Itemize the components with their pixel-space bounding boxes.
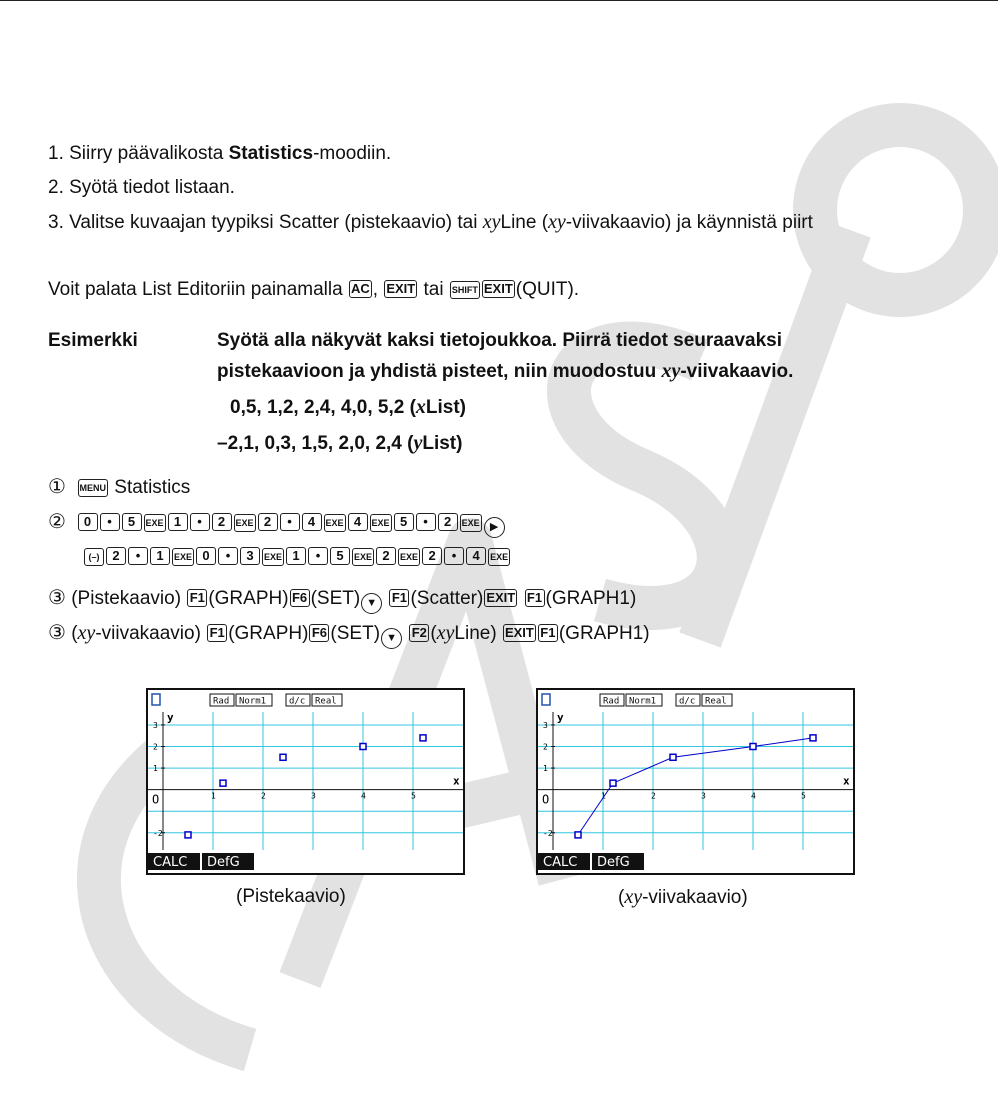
step-3-prefix: 3. Valitse kuvaajan tyypiksi Scatter (pistekaavio) tai xyxy=(48,212,483,233)
f1-key-icon: F1 xyxy=(187,589,207,607)
exe-key-icon: EXE xyxy=(234,514,256,532)
example-line-2-xy: xy xyxy=(661,360,681,382)
key-2-icon: 2 xyxy=(258,513,278,531)
exe-key-icon: EXE xyxy=(324,514,346,532)
exe-key-icon: EXE xyxy=(172,548,194,566)
xyline-caption-rest: -viivakaavio) xyxy=(642,887,748,908)
data-point xyxy=(575,832,581,838)
proc-set: (SET) xyxy=(330,623,381,644)
battery-icon xyxy=(152,694,160,705)
x-axis-label: x xyxy=(453,774,460,788)
exit-key-icon: EXIT xyxy=(486,590,516,605)
key-2-icon: 2 xyxy=(422,547,442,565)
step-number-3: ③ xyxy=(48,587,66,609)
xyline-plot xyxy=(538,690,853,873)
scatter-plot xyxy=(148,690,463,873)
xlist-var: x xyxy=(415,396,426,418)
example-xlist xyxy=(230,396,466,419)
key-4-icon: 4 xyxy=(466,547,486,565)
ac-key-icon: AC xyxy=(350,281,370,296)
key-5-icon: 5 xyxy=(330,547,350,565)
proc-graph1: (GRAPH1) xyxy=(558,623,650,644)
xlist-values: 0,5, 1,2, 2,4, 4,0, 5,2 ( xyxy=(230,397,416,418)
example-label: Esimerkki xyxy=(48,330,138,351)
battery-icon xyxy=(542,694,550,705)
softkey-label: DefG xyxy=(207,855,240,870)
xyline-caption-open: ( xyxy=(618,887,625,908)
f1-key-icon: F1 xyxy=(207,624,227,642)
ylist-label: List) xyxy=(422,433,463,454)
step-1-mode: Statistics xyxy=(228,143,314,164)
step-3 xyxy=(48,211,813,234)
data-point xyxy=(185,832,191,838)
x-tick-label: 1 xyxy=(601,791,606,801)
proc-xyline-rest: Line) xyxy=(454,623,497,644)
proc-graph1: (GRAPH1) xyxy=(545,588,637,609)
y-tick-label: 3 xyxy=(543,720,548,730)
status-indicator: Rad xyxy=(213,696,230,707)
exe-key-icon: EXE xyxy=(488,548,510,566)
x-tick-label: 5 xyxy=(411,791,416,801)
data-point xyxy=(810,735,816,741)
proc-xy-open: ( xyxy=(71,623,78,644)
f2-key-icon: F2 xyxy=(409,624,429,642)
exit-key-icon: EXIT xyxy=(386,281,416,296)
exe-key-icon: EXE xyxy=(262,548,284,566)
proc-graph: (GRAPH) xyxy=(208,588,289,609)
x-tick-label: 1 xyxy=(211,791,216,801)
down-arrow-key-icon: ▼ xyxy=(361,593,382,614)
x-tick-label: 4 xyxy=(751,791,756,801)
data-point xyxy=(220,780,226,786)
x-tick-label: 3 xyxy=(311,791,316,801)
exe-key-icon: EXE xyxy=(352,548,374,566)
x-tick-label: 5 xyxy=(801,791,806,801)
y-axis-label: y xyxy=(167,711,174,724)
proc-scatter: (Scatter) xyxy=(410,588,484,609)
step-1 xyxy=(48,143,391,165)
return-quit: (QUIT). xyxy=(515,279,580,300)
origin-label: O xyxy=(152,792,160,807)
step-3-xy-b: xy xyxy=(548,211,566,233)
step-3-mid: Line ( xyxy=(500,212,549,233)
status-indicator: d/c xyxy=(289,696,306,707)
step-2: 2. Syötä tiedot listaan. xyxy=(48,177,235,198)
example-line-1: Syötä alla näkyvät kaksi tietojoukkoa. Piirrä tiedot seuraavaksi xyxy=(217,330,782,351)
key-1-icon: 1 xyxy=(150,547,170,565)
return-tai: tai xyxy=(423,279,444,300)
status-indicator: Norm1 xyxy=(239,696,267,707)
data-point xyxy=(280,754,286,760)
dot-key-icon: • xyxy=(416,513,436,531)
status-indicator: Norm1 xyxy=(629,696,657,707)
f6-key-icon: F6 xyxy=(309,624,329,642)
proc-step-3-xyline xyxy=(48,622,650,649)
proc-step-2a xyxy=(48,511,506,538)
data-point xyxy=(750,744,756,750)
key-2-icon: 2 xyxy=(438,513,458,531)
step-number-3: ③ xyxy=(48,622,66,644)
f1-key-icon: F1 xyxy=(389,589,409,607)
key-1-icon: 1 xyxy=(168,513,188,531)
right-arrow-key-icon: ▶ xyxy=(484,517,505,538)
return-prefix: Voit palata List Editoriin painamalla xyxy=(48,279,348,300)
y-tick-label: 1 xyxy=(543,764,548,774)
proc-step-2b xyxy=(83,546,511,568)
xyline-caption-var: xy xyxy=(624,886,643,908)
scatter-screen xyxy=(146,688,465,875)
status-indicator: Real xyxy=(705,696,727,707)
y-tick-label: -2 xyxy=(543,828,553,838)
xyline-screen xyxy=(536,688,855,875)
f6-key-icon: F6 xyxy=(290,589,310,607)
ylist-var: y xyxy=(413,432,423,454)
softkey-label: CALC xyxy=(153,855,188,870)
y-tick-label: -2 xyxy=(153,828,163,838)
key-0-icon: 0 xyxy=(78,513,98,531)
status-indicator: Real xyxy=(315,696,337,707)
example-line-2 xyxy=(217,360,793,383)
proc-statistics: Statistics xyxy=(114,477,191,498)
x-axis-label: x xyxy=(843,774,850,788)
x-tick-label: 2 xyxy=(261,791,266,801)
dot-key-icon: • xyxy=(128,547,148,565)
proc-graph: (GRAPH) xyxy=(228,623,309,644)
x-tick-label: 4 xyxy=(361,791,366,801)
return-comma: , xyxy=(372,279,379,300)
step-1-prefix: 1. Siirry päävalikosta xyxy=(48,143,229,164)
status-indicator: Rad xyxy=(603,696,620,707)
dot-key-icon: • xyxy=(218,547,238,565)
data-point xyxy=(670,754,676,760)
exe-key-icon: EXE xyxy=(144,514,166,532)
key-3-icon: 3 xyxy=(240,547,260,565)
proc-xyline-var: xy xyxy=(436,622,455,644)
exit-key-icon: EXIT xyxy=(504,625,534,640)
origin-label: O xyxy=(542,792,550,807)
key-2-icon: 2 xyxy=(212,513,232,531)
key-5-icon: 5 xyxy=(122,513,142,531)
dot-key-icon: • xyxy=(444,547,464,565)
data-point xyxy=(420,735,426,741)
exe-key-icon: EXE xyxy=(460,514,482,532)
x-tick-label: 3 xyxy=(701,791,706,801)
step-1-suffix: -moodiin. xyxy=(313,143,392,164)
key-2-icon: 2 xyxy=(106,547,126,565)
key-0-icon: 0 xyxy=(196,547,216,565)
key-4-icon: 4 xyxy=(348,513,368,531)
example-line-2-suffix: -viivakaavio. xyxy=(680,361,794,382)
proc-xy-var: xy xyxy=(77,622,96,644)
exe-key-icon: EXE xyxy=(370,514,392,532)
proc-step-3-scatter xyxy=(48,587,636,614)
f1-key-icon: F1 xyxy=(525,589,545,607)
proc-xyline-open: ( xyxy=(430,623,437,644)
key-5-icon: 5 xyxy=(394,513,414,531)
key-4-icon: 4 xyxy=(302,513,322,531)
proc-set: (SET) xyxy=(310,588,361,609)
xlist-label: List) xyxy=(425,397,467,418)
negative-key-icon: (–) xyxy=(84,548,104,566)
example-ylist xyxy=(217,432,462,455)
y-tick-label: 3 xyxy=(153,720,158,730)
top-rule xyxy=(0,0,998,1)
f1-key-icon: F1 xyxy=(538,624,558,642)
key-1-icon: 1 xyxy=(286,547,306,565)
step-3-suffix: -viivakaavio) ja käynnistä piirt xyxy=(565,212,813,233)
exe-key-icon: EXE xyxy=(398,548,420,566)
y-tick-label: 1 xyxy=(153,764,158,774)
data-point xyxy=(610,780,616,786)
return-instruction xyxy=(48,279,579,301)
example-line-2-prefix: pistekaavioon ja yhdistä pisteet, niin muodostuu xyxy=(217,361,662,382)
softkey-label: DefG xyxy=(597,855,630,870)
dot-key-icon: • xyxy=(280,513,300,531)
scatter-caption: (Pistekaavio) xyxy=(236,886,346,907)
y-tick-label: 2 xyxy=(543,742,548,752)
step-number-1: ① xyxy=(48,476,66,498)
dot-key-icon: • xyxy=(308,547,328,565)
key-2-icon: 2 xyxy=(376,547,396,565)
ylist-values: –2,1, 0,3, 1,5, 2,0, 2,4 ( xyxy=(217,433,414,454)
exit-key-icon: EXIT xyxy=(483,281,513,296)
x-tick-label: 2 xyxy=(651,791,656,801)
shift-key-icon: SHIFT xyxy=(450,281,480,299)
y-tick-label: 2 xyxy=(153,742,158,752)
y-axis-label: y xyxy=(557,711,564,724)
step-3-xy-a: xy xyxy=(482,211,501,233)
status-indicator: d/c xyxy=(679,696,696,707)
dot-key-icon: • xyxy=(100,513,120,531)
proc-pist-label: (Pistekaavio) xyxy=(71,588,182,609)
step-number-2: ② xyxy=(48,511,66,533)
menu-key-icon: MENU xyxy=(78,479,109,497)
dot-key-icon: • xyxy=(190,513,210,531)
down-arrow-key-icon: ▼ xyxy=(381,628,402,649)
proc-step-1 xyxy=(48,476,190,499)
xyline-caption xyxy=(618,886,748,909)
data-point xyxy=(360,744,366,750)
softkey-label: CALC xyxy=(543,855,578,870)
proc-xy-rest: -viivakaavio) xyxy=(95,623,201,644)
